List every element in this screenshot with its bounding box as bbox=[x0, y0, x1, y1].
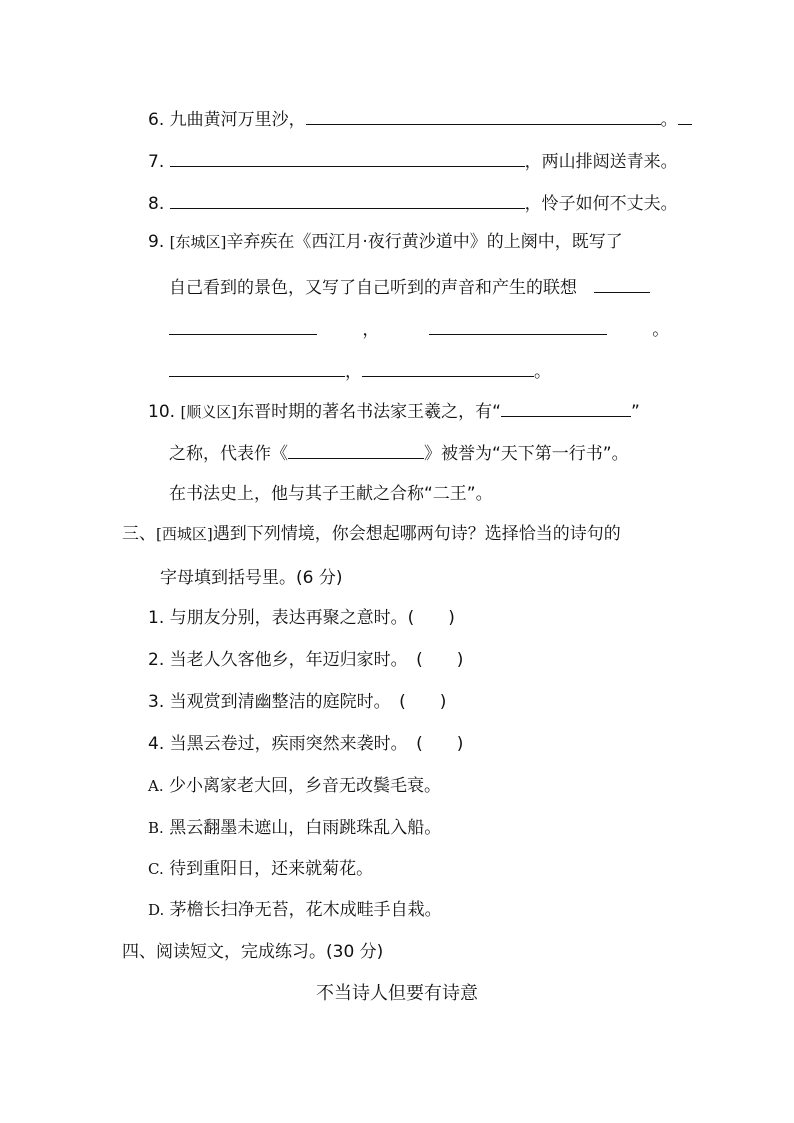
option-a bbox=[148, 774, 441, 798]
section-3-heading-line2 bbox=[160, 566, 342, 590]
section-4-heading bbox=[122, 940, 383, 964]
question-number: 2. bbox=[148, 650, 165, 670]
answer-blank[interactable] bbox=[288, 440, 424, 459]
question-7 bbox=[148, 148, 678, 174]
answer-blank[interactable] bbox=[306, 106, 661, 125]
s3-question-3 bbox=[148, 690, 446, 714]
option-text: 黑云翻墨未遮山，白雨跳珠乱入船。 bbox=[169, 818, 442, 838]
question-number: 6. bbox=[148, 110, 165, 130]
answer-blank[interactable] bbox=[362, 358, 534, 377]
section-text: 字母填到括号里。(6 分) bbox=[160, 568, 343, 588]
punctuation-comma: ， bbox=[362, 320, 380, 340]
answer-blank[interactable] bbox=[169, 316, 317, 335]
option-letter: D. bbox=[148, 901, 165, 919]
answer-blank[interactable] bbox=[169, 358, 345, 377]
question-text: 辛弃疾在《西江月·夜行黄沙道中》的上阕中，既写了 bbox=[226, 232, 623, 252]
question-number: 1. bbox=[148, 608, 165, 628]
question-text[interactable]: 与朋友分别，表达再聚之意时。( ) bbox=[169, 608, 455, 628]
option-b bbox=[148, 816, 441, 840]
question-text: 九曲黄河万里沙， bbox=[169, 110, 306, 130]
question-number: 9. bbox=[148, 232, 165, 252]
question-text: 自己看到的景色，又写了自己听到的声音和产生的联想 bbox=[169, 278, 577, 298]
section-number: 三、 bbox=[122, 524, 156, 544]
answer-blank-tail bbox=[678, 106, 692, 125]
question-9-line3 bbox=[169, 316, 669, 342]
question-text[interactable]: 当黑云卷过，疾雨突然来袭时。 ( ) bbox=[169, 734, 464, 754]
question-number: 10. bbox=[148, 402, 176, 422]
option-text: 待到重阳日，还来就菊花。 bbox=[169, 859, 374, 879]
punctuation-period: 。 bbox=[652, 320, 670, 340]
question-number: 4. bbox=[148, 734, 165, 754]
question-9-line2 bbox=[169, 274, 650, 300]
s3-question-4 bbox=[148, 732, 463, 756]
question-10-line2 bbox=[169, 440, 629, 466]
answer-blank[interactable] bbox=[594, 274, 650, 293]
question-number: 3. bbox=[148, 692, 165, 712]
question-text: 》被誉为“天下第一行书”。 bbox=[424, 444, 629, 464]
question-number: 8. bbox=[148, 194, 165, 214]
question-text: ，两山排闼送青来。 bbox=[524, 152, 678, 172]
question-6 bbox=[148, 106, 692, 132]
source-tag: [东城区] bbox=[169, 233, 227, 251]
option-letter: C. bbox=[148, 860, 164, 878]
question-text: 之称，代表作《 bbox=[169, 444, 288, 464]
question-8 bbox=[148, 190, 678, 216]
question-text: 东晋时期的著名书法家王羲之，有“ bbox=[237, 402, 501, 422]
answer-blank[interactable] bbox=[501, 398, 631, 417]
question-9-line4 bbox=[169, 358, 551, 384]
s3-question-1 bbox=[148, 606, 455, 630]
question-text: ，怜子如何不丈夫。 bbox=[524, 194, 678, 214]
option-c bbox=[148, 857, 373, 881]
source-tag: [顺义区] bbox=[180, 403, 238, 421]
answer-blank[interactable] bbox=[170, 148, 525, 167]
close-quote: ” bbox=[630, 402, 640, 422]
option-text: 少小离家老大回，乡音无改鬓毛衰。 bbox=[169, 776, 442, 796]
section-3-heading bbox=[122, 522, 621, 546]
answer-blank[interactable] bbox=[429, 316, 607, 335]
question-10-line3 bbox=[169, 482, 493, 506]
option-letter: A. bbox=[148, 777, 164, 795]
question-text[interactable]: 当观赏到清幽整洁的庭院时。 ( ) bbox=[169, 692, 447, 712]
question-10-line1 bbox=[148, 398, 640, 424]
option-d bbox=[148, 898, 442, 922]
question-number: 7. bbox=[148, 152, 165, 172]
question-text[interactable]: 当老人久客他乡，年迈归家时。 ( ) bbox=[169, 650, 464, 670]
passage-title bbox=[0, 982, 794, 1006]
section-text: 四、阅读短文，完成练习。(30 分) bbox=[122, 942, 384, 962]
source-tag: [西城区] bbox=[156, 525, 213, 543]
punctuation-comma: ， bbox=[345, 362, 362, 382]
punctuation-period: 。 bbox=[534, 362, 551, 382]
answer-blank[interactable] bbox=[170, 190, 525, 209]
s3-question-2 bbox=[148, 648, 463, 672]
question-text: 在书法史上，他与其子王献之合称“二王”。 bbox=[169, 484, 493, 504]
section-text: 遇到下列情境，你会想起哪两句诗？选择恰当的诗句的 bbox=[212, 524, 621, 544]
option-letter: B. bbox=[148, 819, 164, 837]
option-text: 茅檐长扫净无苔，花木成畦手自栽。 bbox=[169, 900, 442, 920]
question-end: 。 bbox=[660, 110, 678, 130]
passage-title-text: 不当诗人但要有诗意 bbox=[316, 983, 478, 1004]
question-9-line1 bbox=[148, 230, 623, 254]
